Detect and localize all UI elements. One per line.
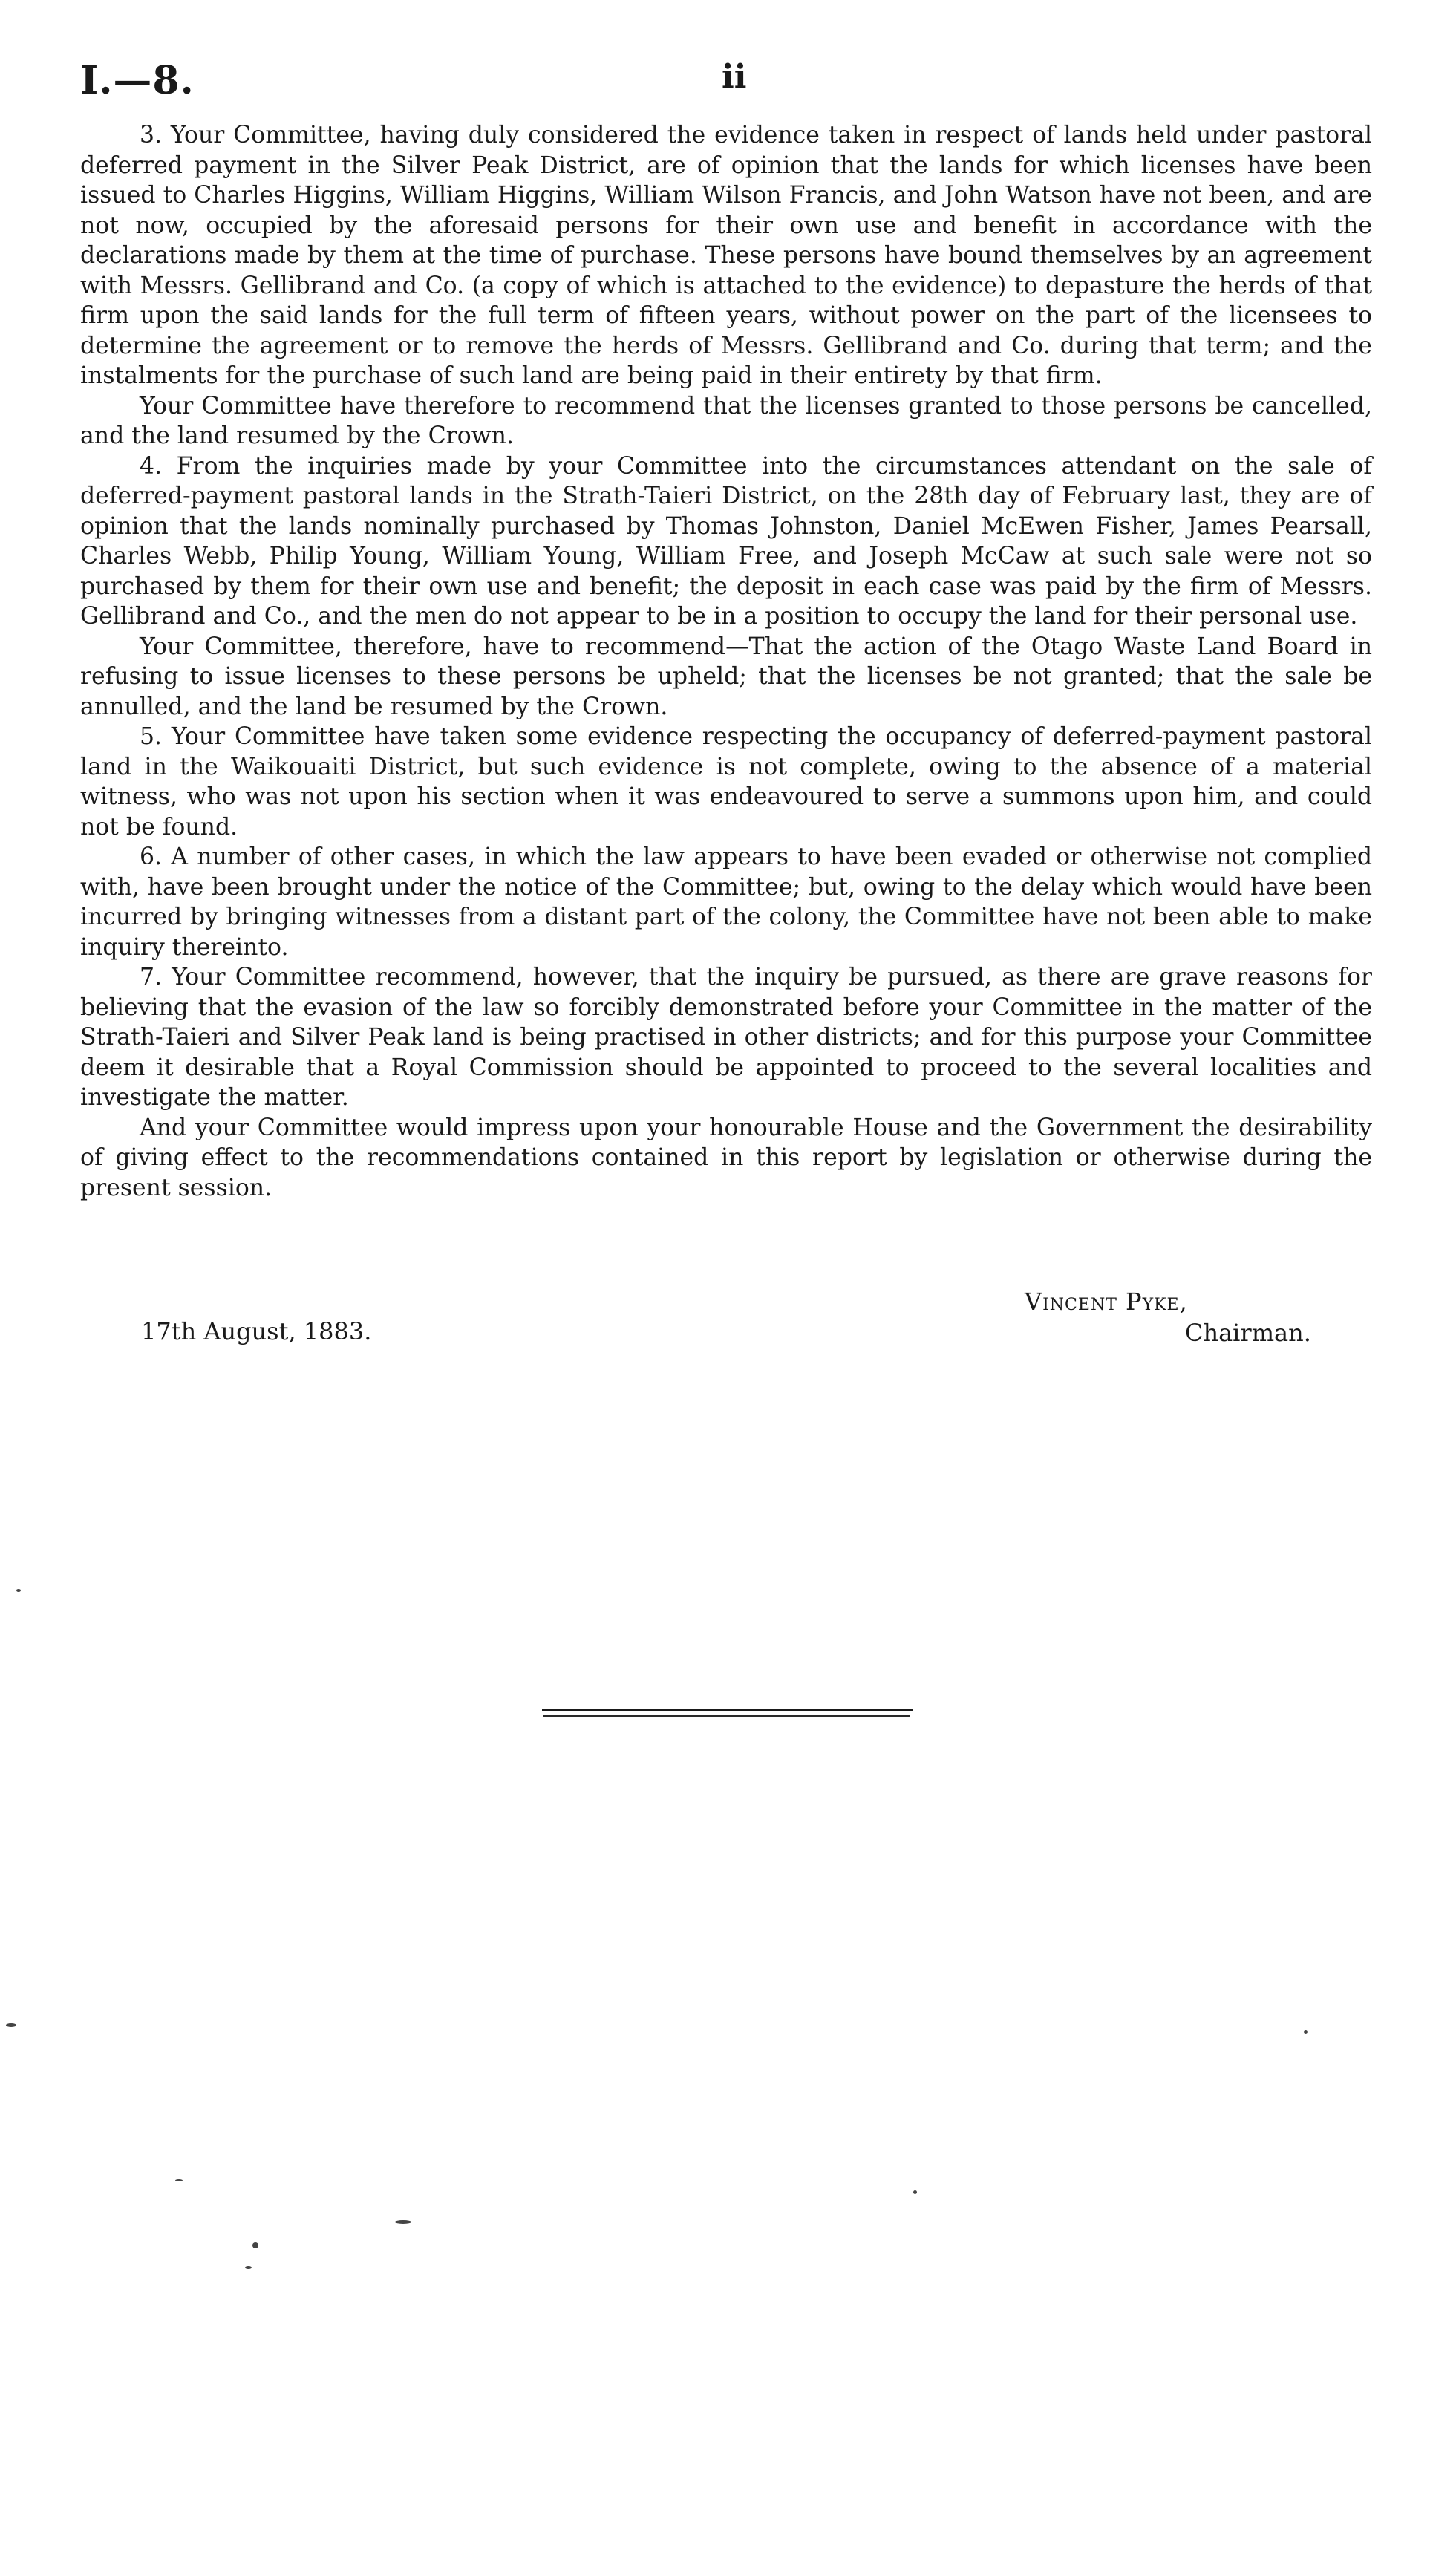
signature-block (1025, 1286, 1336, 1348)
paragraph-4: 4. From the inquiries made by your Committee into the circumstances attendant on the sale of deferred-payment pastoral lands in the Strath-Taieri District, on the 28th day of February last, they are of opinion that the lands nominally purchased by Thomas Johnston, Daniel McEwen Fisher, James Pearsall, Charles Webb, Philip Young, William Young, William Free, and Joseph McCaw at such sale were not so purchased by them for their own use and benefit; the deposit in each case was paid by the firm of Messrs. Gellibrand and Co., and the men do not appear to be in a position to occupy the land for their personal use. (80, 452, 1372, 630)
paragraph-5: 5. Your Committee have taken some evidence respecting the occupancy of deferred-payment pastoral land in the Waikouaiti District, but such evidence is not complete, owing to the absence of a material witness, who was not upon his section when it was endeavoured to serve a summons upon him, and could not be found. (80, 723, 1372, 841)
scan-speck (175, 2179, 183, 2181)
scan-speck (1304, 2030, 1308, 2034)
paragraph-7: 7. Your Committee recommend, however, that the inquiry be pursued, as there are grave reasons for believing that the evasion of the law so forcibly demonstrated before your Committee in the matter of the Strath-Taieri and Silver Peak land is being practised in other districts; and for this purpose your Committee deem it desirable that a Royal Commission should be appointed to proceed to the several localities and investigate the matter. (80, 964, 1372, 1111)
paragraph-3: 3. Your Committee, having duly considered the evidence taken in respect of lands held under pastoral deferred payment in the Silver Peak District, are of opinion that the lands for which licenses have been issued to Charles Higgins, William Higgins, William Wilson Francis, and John Watson have not been, and are not now, occupied by the aforesaid persons for their own use and benefit in accordance with the declarations made by them at the time of purchase. These persons have bound themselves by an agreement with Messrs. Gellibrand and Co. (a copy of which is attached to the evidence) to depasture the herds of that firm upon the said lands for the full term of fifteen years, without power on the part of the licensees to determine the agreement or to remove the herds of Messrs. Gellibrand and Co. during that term; and the instalments for the purchase of such land are being paid in their entirety by that firm. (80, 122, 1372, 389)
closing-rule (542, 1709, 913, 1711)
report-date: 17th August, 1883. (141, 1317, 372, 1345)
scan-speck (16, 1589, 21, 1592)
chairman-name: Vincent Pyke, (1025, 1288, 1188, 1316)
scan-speck (252, 2242, 258, 2248)
scan-speck (395, 2220, 411, 2224)
scan-speck (6, 2023, 16, 2027)
paragraph-6: 6. A number of other cases, in which the law appears to have been evaded or otherwise not complied with, have been brought under the notice of the Committee; but, owing to the delay which would have been incurred by bringing witnesses from a distant part of the colony, the Committee have not been able to make inquiry thereinto. (80, 843, 1372, 961)
closing-rule-underline (543, 1715, 910, 1717)
chairman-title: Chairman. (1185, 1319, 1311, 1347)
scan-speck (913, 2190, 917, 2194)
report-body (80, 120, 1372, 1203)
paragraph-3-recommendation: Your Committee have therefore to recommend that the licenses granted to those persons be cancelled, and the land resumed by the Crown. (80, 392, 1372, 449)
page-reference: I.—8. (80, 58, 195, 103)
scan-speck (245, 2266, 252, 2269)
page-header (80, 58, 1372, 110)
paragraph-4-recommendation: Your Committee, therefore, have to recommend—That the action of the Otago Waste Land Board in refusing to issue licenses to these persons be upheld; that the licenses be not granted; that the sale be annulled, and the land be resumed by the Crown. (80, 633, 1372, 720)
page-number: ii (722, 58, 747, 96)
paragraph-closing: And your Committee would impress upon your honourable House and the Government the desirability of giving effect to the recommendations contained in this report by legislation or otherwise during the present session. (80, 1114, 1372, 1201)
